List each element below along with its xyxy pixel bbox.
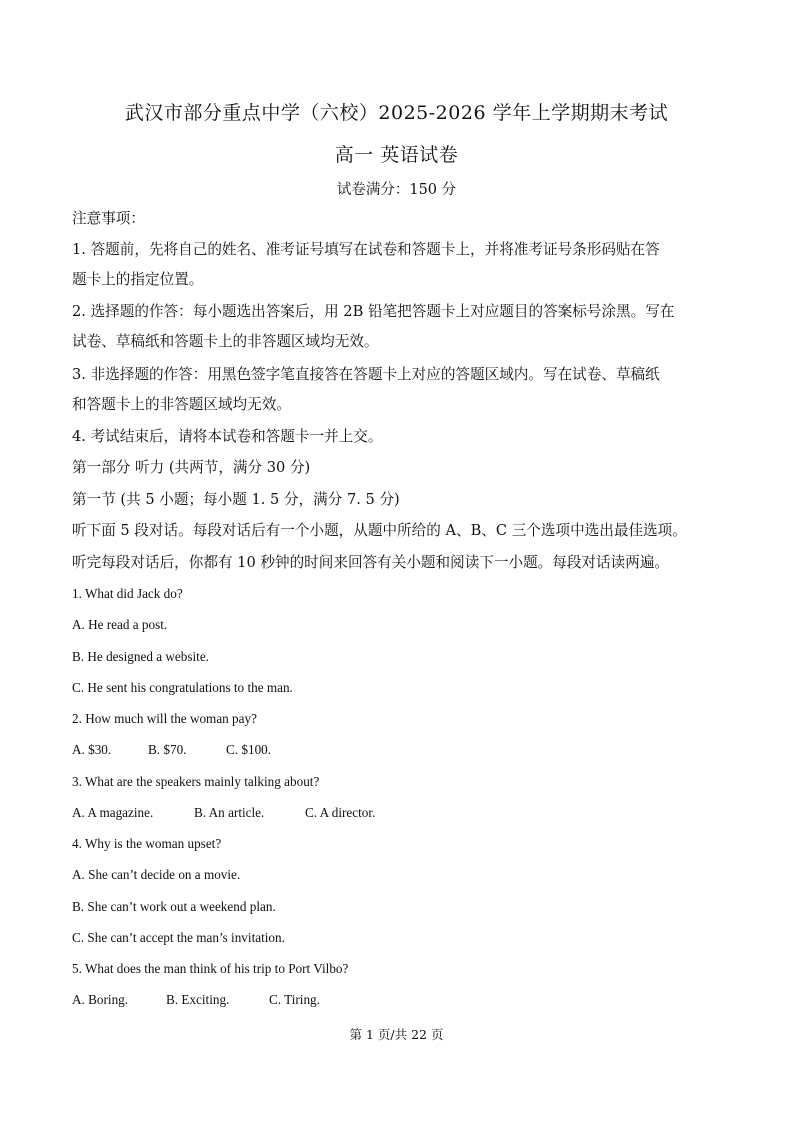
option: A. A magazine. bbox=[72, 805, 154, 820]
option: A. He read a post. bbox=[72, 617, 168, 632]
exam-score: 试卷满分：150 分 bbox=[336, 182, 457, 198]
exam-title: 武汉市部分重点中学（六校）2025-2026 学年上学期期末考试 bbox=[124, 102, 669, 124]
option: C. She can’t accept the man’s invitation. bbox=[72, 930, 285, 945]
note-line: 题卡上的指定位置。 bbox=[72, 271, 204, 288]
question-text: 2. How much will the woman pay? bbox=[72, 711, 257, 726]
option: B. An article. bbox=[194, 805, 265, 820]
note-line: 和答题卡上的非答题区域均无效。 bbox=[72, 396, 291, 413]
option: C. $100. bbox=[226, 742, 272, 757]
option: B. He designed a website. bbox=[72, 649, 209, 664]
option-row bbox=[72, 803, 727, 823]
note-line: 4. 考试结束后，请将本试卷和答题卡一并上交。 bbox=[72, 428, 383, 445]
option: B. $70. bbox=[148, 742, 187, 757]
question-text: 3. What are the speakers mainly talking about? bbox=[72, 774, 320, 789]
notes-heading: 注意事项： bbox=[72, 210, 145, 227]
page-number: 第 1 页/共 22 页 bbox=[349, 1027, 444, 1042]
part-heading: 第一部分 听力 (共两节，满分 30 分) bbox=[72, 459, 311, 476]
note-line: 1. 答题前，先将自己的姓名、准考证号填写在试卷和答题卡上，并将准考证号条形码贴在答 bbox=[72, 241, 660, 258]
instruction-line: 听下面 5 段对话。每段对话后有一个小题，从题中所给的 A、B、C 三个选项中选出最佳选项。 bbox=[72, 522, 687, 539]
option-row bbox=[72, 740, 727, 760]
exam-subtitle: 高一 英语试卷 bbox=[334, 144, 459, 166]
option: B. Exciting. bbox=[166, 992, 230, 1007]
option: C. A director. bbox=[305, 805, 376, 820]
note-line: 试卷、草稿纸和答题卡上的非答题区域均无效。 bbox=[72, 333, 379, 350]
question-text: 5. What does the man think of his trip to Port Vilbo? bbox=[72, 961, 349, 976]
option: A. Boring. bbox=[72, 992, 129, 1007]
option: C. He sent his congratulations to the man. bbox=[72, 680, 293, 695]
section-heading: 第一节 (共 5 小题；每小题 1. 5 分，满分 7. 5 分) bbox=[72, 491, 400, 508]
option: A. $30. bbox=[72, 742, 112, 757]
option: C. Tiring. bbox=[269, 992, 320, 1007]
instruction-line: 听完每段对话后，你都有 10 秒钟的时间来回答有关小题和阅读下一小题。每段对话读两遍。 bbox=[72, 554, 670, 571]
question-text: 4. Why is the woman upset? bbox=[72, 836, 222, 851]
option: A. She can’t decide on a movie. bbox=[72, 867, 241, 882]
note-line: 3. 非选择题的作答：用黑色签字笔直接答在答题卡上对应的答题区域内。写在试卷、草稿纸 bbox=[72, 366, 660, 383]
note-line: 2. 选择题的作答：每小题选出答案后，用 2B 铅笔把答题卡上对应题目的答案标号涂黑。写在 bbox=[72, 303, 675, 320]
question-text: 1. What did Jack do? bbox=[72, 586, 183, 601]
option-row bbox=[72, 990, 727, 1010]
option: B. She can’t work out a weekend plan. bbox=[72, 899, 276, 914]
